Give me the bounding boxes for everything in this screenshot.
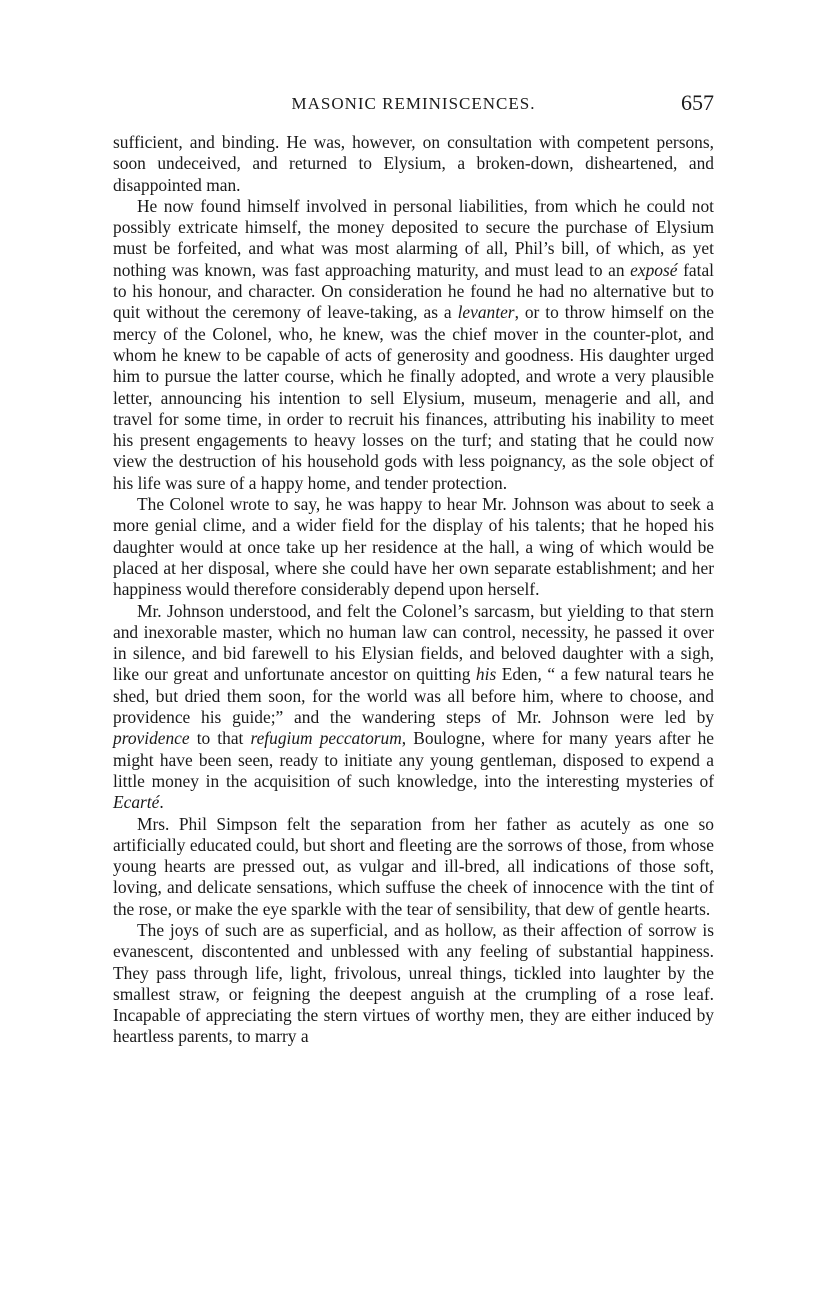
text-run: Mrs. Phil Simpson felt the separation from her father as acutely as one so artificially educated could, but short and fleeting are the sorrows of those, from whose young hearts are pressed out, as vulgar and ill-bred, all indications of those soft, loving, and delicate sensations, which suffuse the cheek of innocence with the tint of the rose, or make the eye sparkle with the tear of sensibility, that dew of gentle hearts. [113, 813, 714, 919]
paragraph [113, 814, 714, 920]
italic-text: providence [113, 728, 190, 749]
text-run: fatal to his honour, and character. On consideration he found he had no alternative but to quit without the ceremony of leave-taking, as a [113, 259, 714, 323]
running-title: MASONIC REMINISCENCES. [291, 94, 536, 113]
text-run: Mr. Johnson understood, and felt the Colonel’s sarcasm, but yielding to that stern and inexorable master, which no human law can control, necessity, he passed it over in silence, and bid farewell to his Elysian fields, and beloved daughter with a sigh, like our great and unfortunate ancestor on quitting [113, 600, 714, 685]
italic-text: refugium peccatorum [250, 728, 402, 749]
page-number: 657 [681, 90, 714, 115]
text-run: . [159, 792, 164, 813]
running-head [113, 92, 714, 122]
text-run: to that [189, 728, 251, 749]
text-run: He now found himself involved in personal liabilities, from which he could not possibly extricate himself, the money deposited to secure the purchase of Elysium must be forfeited, and what was most alarming of all, Phil’s bill, of which, as yet nothing was known, was fast approaching maturity, and must lead to an [113, 195, 714, 280]
paragraph [113, 196, 714, 494]
text-run: Eden, “ a few natural tears he shed, but dried them soon, for the world was all before him, where to choose, and providence his guide;” and the wandering steps of Mr. Johnson were led by [113, 664, 714, 728]
italic-text: his [475, 664, 497, 685]
text-run: The joys of such are as superficial, and as hollow, as their affection of sorrow is evanescent, discontented and unblessed with any feeling of substantial happiness. They pass through life, light, frivolous, unreal things, tickled into laughter by the smallest straw, or feigning the deepest anguish at the crumpling of a rose leaf. Incapable of appreciating the stern virtues of worthy men, they are either induced by heartless parents, to marry a [113, 919, 714, 1047]
paragraph [113, 132, 714, 196]
text-run: , Boulogne, where for many years after he might have been seen, ready to initiate any young gentleman, disposed to expend a little money in the acquisition of such knowledge, into the interesting mysteries of [113, 728, 714, 791]
text-run: , or to throw himself on the mercy of the Colonel, who, he knew, was the chief mover in the counter-plot, and whom he knew to be capable of acts of generosity and goodness. His daughter urged him to pursue the latter course, which he finally adopted, and wrote a very plausible letter, announcing his intention to sell Elysium, museum, menagerie and all, and travel for some time, in order to recruit his finances, attributing his inability to meet his present engagements to heavy losses on the turf; and stating that he could now view the destruction of his household gods with less poignancy, as the sole object of his life was sure of a happy home, and tender protection. [113, 302, 714, 493]
paragraph [113, 920, 714, 1048]
text-run: sufficient, and binding. He was, however, on consultation with competent persons, soon undeceived, and returned to Elysium, a broken-down, disheartened, and disappointed man. [113, 132, 714, 195]
text-run: The Colonel wrote to say, he was happy to hear Mr. Johnson was about to seek a more genial clime, and a wider field for the display of his talents; that he hoped his daughter would at once take up her residence at the hall, a wing of which would be placed at her disposal, where she could have her own separate establishment; and her happiness would therefore considerably depend upon herself. [113, 494, 714, 600]
body-text [113, 132, 714, 1048]
italic-text: Ecarté [113, 792, 160, 813]
italic-text: exposé [630, 259, 678, 280]
italic-text: levanter [457, 302, 515, 323]
paragraph [113, 494, 714, 600]
paragraph [113, 601, 714, 814]
